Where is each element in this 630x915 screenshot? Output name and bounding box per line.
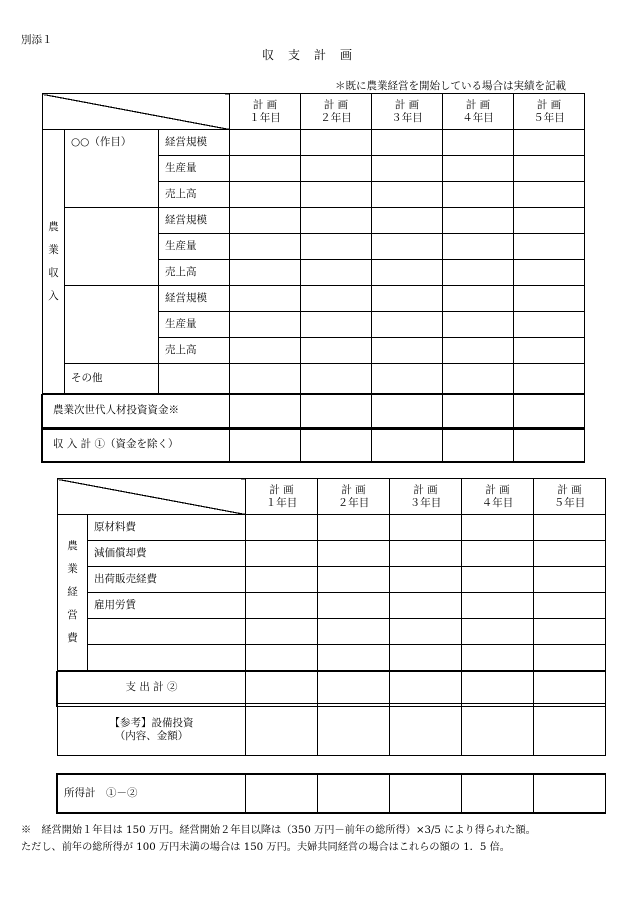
cell[interactable] [390, 619, 462, 645]
cell[interactable] [318, 645, 390, 671]
cell[interactable] [301, 156, 372, 182]
expense-row-materials: 原材料費 [88, 515, 246, 541]
cell[interactable] [390, 567, 462, 593]
cell[interactable] [301, 428, 372, 462]
row-label-scale: 経営規模 [159, 130, 230, 156]
cell[interactable] [372, 156, 443, 182]
cell[interactable] [514, 130, 585, 156]
year-header-5: 計 画 ５年目 [514, 94, 585, 130]
cell[interactable] [462, 619, 534, 645]
cell[interactable] [462, 541, 534, 567]
cell[interactable] [230, 394, 301, 428]
cell[interactable] [372, 182, 443, 208]
cell[interactable] [246, 567, 318, 593]
cell[interactable] [159, 364, 230, 394]
other-label: その他 [65, 364, 159, 394]
cell[interactable] [390, 541, 462, 567]
cell[interactable] [246, 515, 318, 541]
cell[interactable] [301, 260, 372, 286]
cell[interactable] [372, 338, 443, 364]
row-label-scale: 経営規模 [159, 286, 230, 312]
reference-subtitle: （内容、金額） [114, 729, 189, 742]
cell[interactable] [318, 515, 390, 541]
cell[interactable] [534, 593, 606, 619]
cell[interactable] [318, 775, 390, 813]
row-label-production: 生産量 [159, 234, 230, 260]
row-label-production: 生産量 [159, 156, 230, 182]
cell[interactable] [301, 286, 372, 312]
cell[interactable] [462, 567, 534, 593]
cell[interactable] [230, 156, 301, 182]
cell[interactable] [372, 312, 443, 338]
reference-title: 【参考】設備投資 [109, 716, 194, 729]
cell[interactable] [372, 286, 443, 312]
year-header-2: 計 画 ２年目 [301, 94, 372, 130]
net-income-table [57, 774, 606, 813]
year-header-3: 計 画 ３年目 [372, 94, 443, 130]
cell[interactable] [462, 593, 534, 619]
cell[interactable] [301, 338, 372, 364]
cell[interactable] [443, 208, 514, 234]
cell[interactable] [443, 156, 514, 182]
cell[interactable] [301, 312, 372, 338]
cell[interactable] [443, 260, 514, 286]
cell[interactable] [318, 593, 390, 619]
cell[interactable] [462, 645, 534, 671]
cell[interactable] [372, 428, 443, 462]
cell[interactable] [318, 541, 390, 567]
cell[interactable] [514, 156, 585, 182]
year-header-4: 計 画 ４年目 [462, 479, 534, 515]
income-table [42, 93, 585, 462]
cell[interactable] [534, 567, 606, 593]
cell[interactable] [301, 130, 372, 156]
cell[interactable] [514, 338, 585, 364]
crop-label: ○○（作目） [65, 130, 159, 208]
cell[interactable] [443, 338, 514, 364]
cell[interactable] [514, 260, 585, 286]
cell[interactable] [514, 234, 585, 260]
net-income-label: 所得計 ①－② [58, 775, 246, 813]
cell[interactable] [230, 286, 301, 312]
cell[interactable] [301, 394, 372, 428]
cell[interactable] [443, 130, 514, 156]
expense-vertical-label: 農 業 経 営 費 [58, 515, 88, 671]
cell[interactable] [390, 775, 462, 813]
cell[interactable] [230, 428, 301, 462]
cell[interactable] [534, 541, 606, 567]
cell[interactable] [390, 593, 462, 619]
cell[interactable] [246, 775, 318, 813]
header-diagonal-cell [43, 94, 230, 130]
cell[interactable] [462, 704, 534, 756]
cell[interactable] [301, 234, 372, 260]
crop-blank-3[interactable] [65, 286, 159, 364]
cell[interactable] [514, 364, 585, 394]
footnote-line-2: ただし、前年の総所得が 100 万円未満の場合は 150 万円。夫婦共同経営の場合はこれらの額の 1．5 倍。 [21, 842, 510, 853]
cell[interactable] [462, 775, 534, 813]
cell[interactable] [514, 208, 585, 234]
cell[interactable] [318, 671, 390, 704]
page-title: 収 支 計 画 [262, 48, 354, 62]
cell[interactable] [514, 286, 585, 312]
year-header-4: 計 画 ４年目 [443, 94, 514, 130]
cell[interactable] [514, 394, 585, 428]
cell[interactable] [534, 619, 606, 645]
row-label-scale: 経営規模 [159, 208, 230, 234]
cell[interactable] [372, 130, 443, 156]
cell[interactable] [230, 130, 301, 156]
year-header-1: 計 画 １年目 [246, 479, 318, 515]
cell[interactable] [246, 619, 318, 645]
cell[interactable] [318, 704, 390, 756]
cell[interactable] [230, 182, 301, 208]
cell[interactable] [301, 182, 372, 208]
subsidy-label: 農業次世代人材投資資金※ [43, 394, 230, 428]
cell[interactable] [514, 182, 585, 208]
cell[interactable] [301, 208, 372, 234]
expense-row-blank[interactable] [88, 619, 246, 645]
expense-row-depreciation: 減価償却費 [88, 541, 246, 567]
cell[interactable] [390, 645, 462, 671]
cell[interactable] [443, 312, 514, 338]
cell[interactable] [462, 515, 534, 541]
cell[interactable] [230, 208, 301, 234]
cell[interactable] [372, 234, 443, 260]
cell[interactable] [534, 645, 606, 671]
cell[interactable] [301, 364, 372, 394]
cell[interactable] [372, 208, 443, 234]
year-header-1: 計 画 １年目 [230, 94, 301, 130]
expense-row-labor: 雇用労賃 [88, 593, 246, 619]
row-label-production: 生産量 [159, 312, 230, 338]
cell[interactable] [443, 364, 514, 394]
header-diagonal-cell [58, 479, 246, 515]
cell[interactable] [230, 312, 301, 338]
cell[interactable] [230, 364, 301, 394]
cell[interactable] [443, 428, 514, 462]
expense-row-blank[interactable] [88, 645, 246, 671]
year-header-2: 計 画 ２年目 [318, 479, 390, 515]
cell[interactable] [246, 671, 318, 704]
cell[interactable] [230, 338, 301, 364]
cell[interactable] [372, 260, 443, 286]
expense-row-shipping: 出荷販売経費 [88, 567, 246, 593]
row-label-sales: 売上高 [159, 182, 230, 208]
cell[interactable] [534, 775, 606, 813]
year-header-5: 計 画 ５年目 [534, 479, 606, 515]
reference-investment-label [58, 704, 246, 756]
cell[interactable] [514, 312, 585, 338]
cell[interactable] [390, 704, 462, 756]
attachment-label: 別添１ [21, 34, 53, 46]
cell[interactable] [390, 671, 462, 704]
cell[interactable] [230, 234, 301, 260]
cell[interactable] [462, 671, 534, 704]
cell[interactable] [443, 234, 514, 260]
cell[interactable] [443, 394, 514, 428]
header-note: ＊既に農業経営を開始している場合は実績を記載 [335, 80, 566, 92]
cell[interactable] [372, 394, 443, 428]
year-header-3: 計 画 ３年目 [390, 479, 462, 515]
cell[interactable] [246, 541, 318, 567]
cell[interactable] [534, 671, 606, 704]
income-total-label: 収 入 計 ①（資金を除く） [43, 428, 230, 462]
cell[interactable] [246, 593, 318, 619]
cell[interactable] [318, 619, 390, 645]
expense-table [57, 478, 606, 756]
expense-total-label: 支 出 計 ② [58, 671, 246, 704]
cell[interactable] [390, 515, 462, 541]
income-vertical-label: 農 業 収 入 [43, 130, 65, 394]
crop-blank-2[interactable] [65, 208, 159, 286]
cell[interactable] [372, 364, 443, 394]
row-label-sales: 売上高 [159, 338, 230, 364]
cell[interactable] [534, 704, 606, 756]
footnote-line-1: ※ 経営開始１年目は 150 万円。経営開始２年目以降は（350 万円－前年の総所得）×3/5 により得られた額。 [21, 825, 536, 836]
cell[interactable] [534, 515, 606, 541]
cell[interactable] [230, 260, 301, 286]
cell[interactable] [443, 286, 514, 312]
cell[interactable] [443, 182, 514, 208]
cell[interactable] [246, 704, 318, 756]
cell[interactable] [514, 428, 585, 462]
row-label-sales: 売上高 [159, 260, 230, 286]
cell[interactable] [246, 645, 318, 671]
cell[interactable] [318, 567, 390, 593]
